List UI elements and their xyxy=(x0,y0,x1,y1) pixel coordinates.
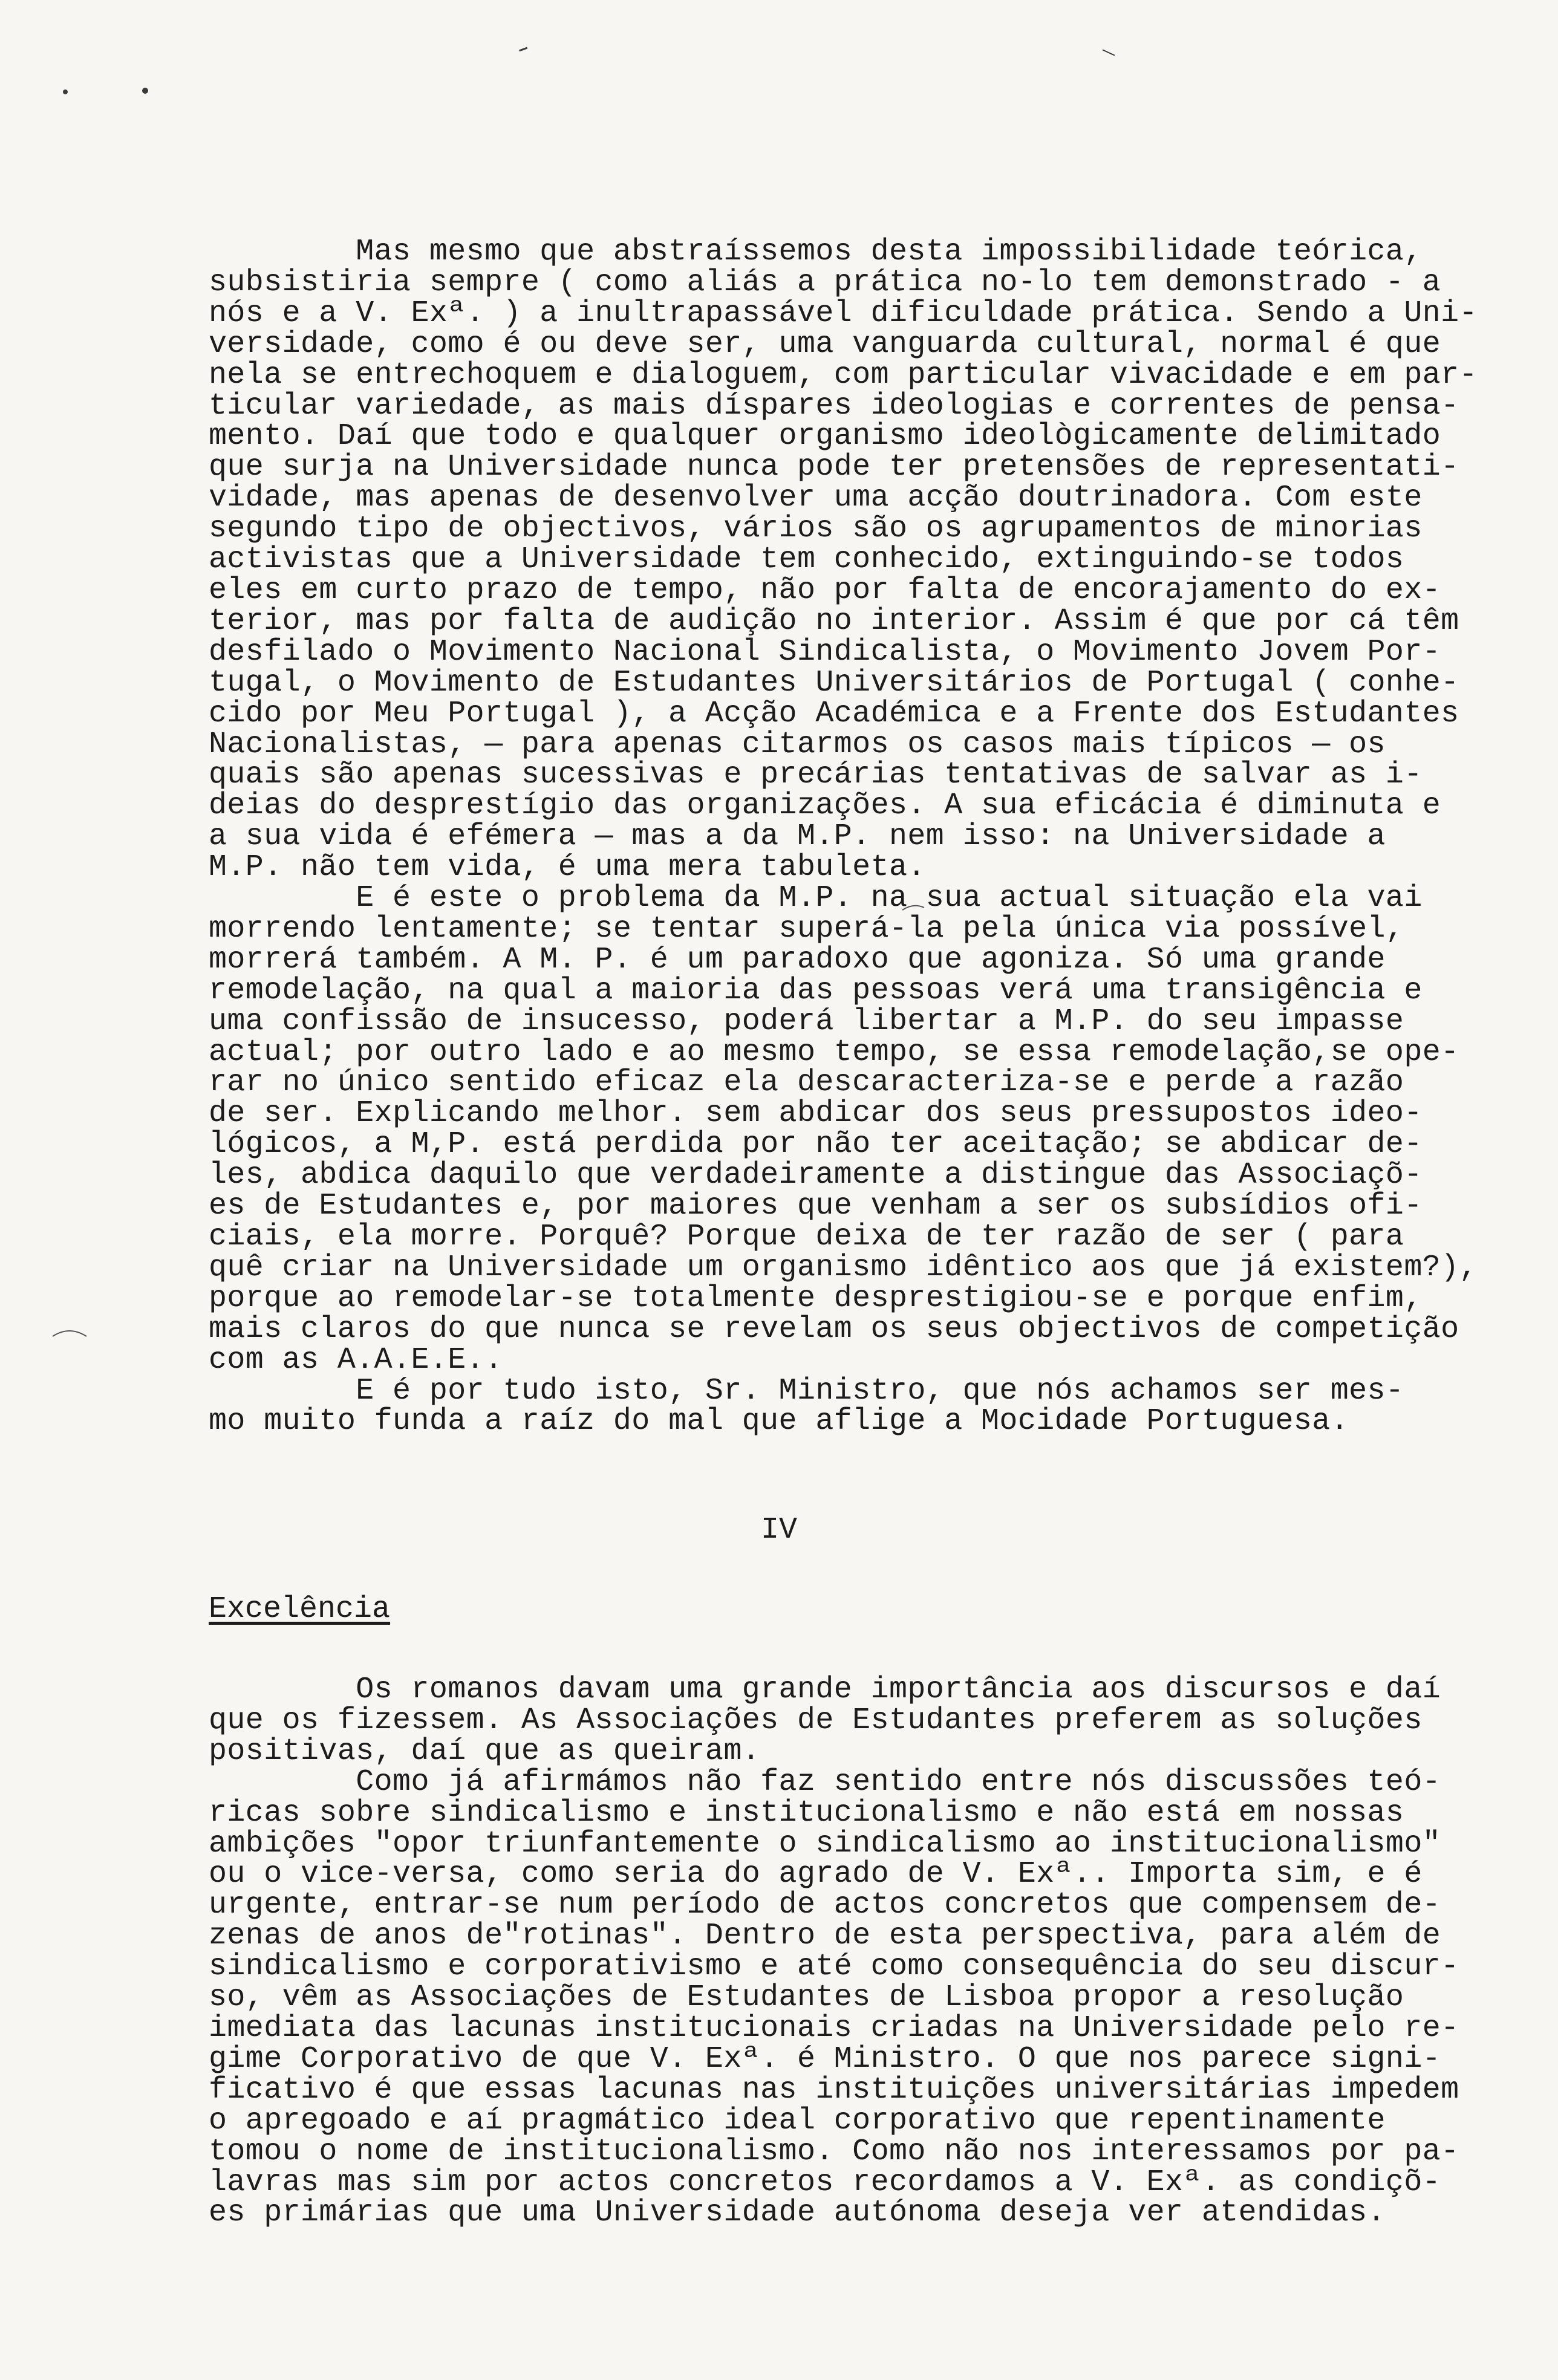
text-line: actual; por outro lado e ao mesmo tempo, se essa remodelação,se ope- xyxy=(209,1035,1459,1070)
text-line: o apregoado e aí pragmático ideal corporativo que repentinamente xyxy=(209,2103,1386,2138)
text-line: cido por Meu Portugal ), a Acção Académica e a Frente dos Estudantes xyxy=(209,696,1459,731)
text-line: deias do desprestígio das organizações. A sua eficácia é diminuta e xyxy=(209,788,1441,824)
text-line: imediata das lacunas institucionais criadas na Universidade pelo re- xyxy=(209,2011,1459,2046)
text-line: Como já afirmámos não faz sentido entre nós discussões teó- xyxy=(209,1764,1441,1800)
text-line: porque ao remodelar-se totalmente desprestigiou-se e porque enfim, xyxy=(209,1281,1423,1316)
text-line: ficativo é que essas lacunas nas instituições universitárias impedem xyxy=(209,2072,1459,2107)
scan-speck xyxy=(63,89,68,94)
text-line: remodelação, na qual a maioria das pessoas verá uma transigência e xyxy=(209,973,1423,1008)
text-line: M.P. não tem vida, é uma mera tabuleta. xyxy=(209,850,926,885)
section-number: IV xyxy=(760,1513,797,1547)
text-line: mo muito funda a raíz do mal que aflige a Mocidade Portuguesa. xyxy=(209,1404,1349,1439)
text-line: ricas sobre sindicalismo e institucionalismo e não está em nossas xyxy=(209,1795,1404,1830)
text-line: morrerá também. A M. P. é um paradoxo que agoniza. Só uma grande xyxy=(209,942,1386,977)
scan-speck xyxy=(53,1331,86,1336)
text-line: es primárias que uma Universidade autónoma deseja ver atendidas. xyxy=(209,2196,1386,2231)
text-line: urgente, entrar-se num período de actos concretos que compensem de- xyxy=(209,1888,1441,1923)
text-line: lavras mas sim por actos concretos recordamos a V. Exª. as condiçõ- xyxy=(209,2165,1441,2200)
text-line: ticular variedade, as mais díspares ideologias e correntes de pensa- xyxy=(209,388,1459,423)
text-line: positivas, daí que as queiram. xyxy=(209,1734,761,1769)
scan-speck xyxy=(142,88,148,94)
text-line: versidade, como é ou deve ser, uma vanguarda cultural, normal é que xyxy=(209,327,1441,362)
text-line: so, vêm as Associações de Estudantes de Lisboa propor a resolução xyxy=(209,1980,1404,2015)
text-line: tugal, o Movimento de Estudantes Universitários de Portugal ( conhe- xyxy=(209,665,1459,700)
text-line: ciais, ela morre. Porquê? Porque deixa de ter razão de ser ( para xyxy=(209,1220,1404,1254)
text-line: sindicalismo e corporativismo e até como consequência do seu discur- xyxy=(209,1949,1459,1985)
text-line: quais são apenas sucessivas e precárias tentativas de salvar as i- xyxy=(209,758,1423,793)
text-line: com as A.A.E.E.. xyxy=(209,1342,503,1377)
text-line: activistas que a Universidade tem conhecido, extinguindo-se todos xyxy=(209,542,1404,577)
text-line: subsistiria sempre ( como aliás a prática no-lo tem demonstrado - a xyxy=(209,265,1441,300)
section-heading: Excelência xyxy=(209,1592,391,1627)
text-line: les, abdica daquilo que verdadeiramente a distingue das Associaçõ- xyxy=(209,1158,1423,1193)
text-line: mais claros do que nunca se revelam os seus objectivos de competição xyxy=(209,1312,1459,1347)
text-line: ou o vice-versa, como seria do agrado de V. Exª.. Importa sim, e é xyxy=(209,1857,1423,1892)
text-line: desfilado o Movimento Nacional Sindicalista, o Movimento Jovem Por- xyxy=(209,634,1441,669)
text-line: mento. Daí que todo e qualquer organismo ideològicamente delimitado xyxy=(209,419,1441,454)
text-line: zenas de anos de"rotinas". Dentro de esta perspectiva, para além de xyxy=(209,1919,1441,1954)
text-line: Nacionalistas, — para apenas citarmos os casos mais típicos — os xyxy=(209,727,1386,762)
text-line: E é por tudo isto, Sr. Ministro, que nós achamos ser mes- xyxy=(209,1373,1404,1408)
text-line: ambições "opor triunfantemente o sindicalismo ao institucionalismo" xyxy=(209,1826,1441,1861)
text-line: Os romanos davam uma grande importância aos discursos e daí xyxy=(209,1673,1441,1707)
text-line: a sua vida é efémera — mas a da M.P. nem isso: na Universidade a xyxy=(209,819,1386,854)
text-line: lógicos, a M,P. está perdida por não ter aceitação; se abdicar de- xyxy=(209,1127,1423,1162)
text-line: tomou o nome de institucionalismo. Como não nos interessamos por pa- xyxy=(209,2134,1459,2169)
text-line: uma confissão de insucesso, poderá libertar a M.P. do seu impasse xyxy=(209,1004,1404,1039)
body-text xyxy=(209,237,1497,1437)
text-line: segundo tipo de objectivos, vários são os agrupamentos de minorias xyxy=(209,512,1423,547)
scan-speck xyxy=(519,47,527,52)
text-line: eles em curto prazo de tempo, não por falta de encorajamento do ex- xyxy=(209,573,1441,608)
text-line: quê criar na Universidade um organismo idêntico aos que já existem?), xyxy=(209,1250,1478,1285)
text-line: que os fizessem. As Associações de Estudantes preferem as soluções xyxy=(209,1703,1423,1738)
text-line: nós e a V. Exª. ) a inultrapassável dificuldade prática. Sendo a Uni- xyxy=(209,296,1478,331)
text-line: es de Estudantes e, por maiores que venham a ser os subsídios ofi- xyxy=(209,1189,1423,1224)
text-line: morrendo lentamente; se tentar superá-la pela única via possível, xyxy=(209,911,1404,946)
text-line: que surja na Universidade nunca pode ter pretensões de representati- xyxy=(209,450,1459,485)
text-line: rar no único sentido eficaz ela descaracteriza-se e perde a razão xyxy=(209,1065,1404,1101)
text-line: E é este o problema da M.P. na sua actual situação ela vai xyxy=(209,881,1423,916)
body-text-section-iv xyxy=(209,1675,1497,2229)
text-line: gime Corporativo de que V. Exª. é Ministro. O que nos parece signi- xyxy=(209,2041,1441,2076)
text-line: Mas mesmo que abstraíssemos desta impossibilidade teórica, xyxy=(209,235,1423,269)
text-line: vidade, mas apenas de desenvolver uma acção doutrinadora. Com este xyxy=(209,481,1423,516)
scan-speck xyxy=(1103,49,1115,56)
text-line: terior, mas por falta de audição no interior. Assim é que por cá têm xyxy=(209,603,1459,639)
text-line: nela se entrechoquem e dialoguem, com particular vivacidade e em par- xyxy=(209,357,1478,392)
text-line: de ser. Explicando melhor. sem abdicar dos seus pressupostos ideo- xyxy=(209,1096,1423,1131)
